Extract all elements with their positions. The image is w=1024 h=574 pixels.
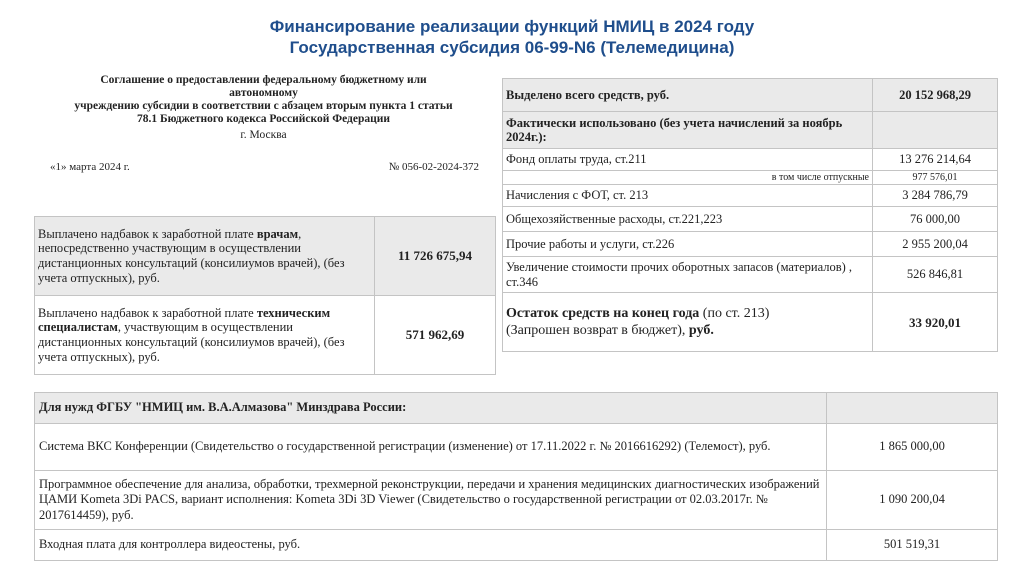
other-services-label: Прочие работы и услуги, ст.226 [503,232,873,257]
agreement-line-2: автономному [229,87,298,99]
vks-system-value: 1 865 000,00 [827,424,998,471]
table-row [503,112,998,149]
year-end-balance-value: 33 920,01 [873,293,998,352]
doctors-bonus-value: 11 726 675,94 [375,217,496,296]
doctors-bonus-label: Выплачено надбавок к заработной плате врачам, непосредственно участвующим в осуществлении дистанционных консультаций (консилиумов врачей), (без учета отпускных), руб. [35,217,375,296]
agreement-dateline [36,161,491,174]
tech-bonus-value: 571 962,69 [375,296,496,375]
table-row [503,207,998,232]
other-services-value: 2 955 200,04 [873,232,998,257]
table-row [503,149,998,171]
table-row [35,296,496,375]
general-expenses-label: Общехозяйственные расходы, ст.221,223 [503,207,873,232]
agreement-number: № 056-02-2024-372 [388,161,479,173]
title-line-2: Государственная субсидия 06-99-N6 (Телемедицина) [289,38,735,57]
tech-bonus-label: Выплачено надбавок к заработной плате техническим специалистам, участвующим в осуществлении дистанционных консультаций (консилиумов врачей), (без учета отпускных), руб. [35,296,375,375]
inventory-label: Увеличение стоимости прочих оборотных запасов (материалов) , ст.346 [503,257,873,293]
allocated-label: Выделено всего средств, руб. [503,79,873,112]
year-end-balance-label: Остаток средств на конец года (по ст. 213) (Запрошен возврат в бюджет), руб. [503,293,873,352]
table-row [503,293,998,352]
funds-usage-table [502,78,998,352]
table-row [35,424,998,471]
vacation-pay-label: в том числе отпускные [503,171,873,185]
agreement-date: «1» марта 2024 г. [50,161,130,173]
table-row [503,232,998,257]
agreement-city: г. Москва [240,129,287,141]
vks-system-label: Система ВКС Конференции (Свидетельство о государственной регистрации (изменение) от 17.11.2022 г. № 2016616292) (Телемост), руб. [35,424,827,471]
table-row [35,530,998,561]
agreement-line-3: учреждению субсидии в соответствии с абзацем вторым пункта 1 статьи [74,100,453,112]
salary-bonus-table [34,216,496,375]
table-row [503,171,998,185]
agreement-line-4: 78.1 Бюджетного кодекса Российской Федерации [136,113,390,125]
title-line-1: Финансирование реализации функций НМИЦ в 2024 году [269,17,755,36]
videowall-board-value: 501 519,31 [827,530,998,561]
table-row [503,257,998,293]
agreement-line-1: Соглашение о предоставлении федеральному бюджетному или [100,74,427,86]
allocated-value: 20 152 968,29 [873,79,998,112]
videowall-board-label: Входная плата для контроллера видеостены, руб. [35,530,827,561]
purchases-header-value [827,393,998,424]
table-row [35,217,496,296]
general-expenses-value: 76 000,00 [873,207,998,232]
pacs-software-value: 1 090 200,04 [827,471,998,530]
pacs-software-label: Программное обеспечение для анализа, обработки, трехмерной реконструкции, передачи и хранения медицинских диагностических изображений ЦАМИ Kometa 3Di PACS, вариант исполнения: Kometa 3Di 3D Viewer (Свидетельство о государственной регистрации от 02.03.2017г. № 2017614459), руб. [35,471,827,530]
purchases-table [34,392,998,561]
payroll-label: Фонд оплаты труда, ст.211 [503,149,873,171]
inventory-value: 526 846,81 [873,257,998,293]
actual-usage-label: Фактически использовано (без учета начислений за ноябрь 2024г.): [503,112,873,149]
table-row [35,471,998,530]
vacation-pay-value: 977 576,01 [873,171,998,185]
actual-usage-value [873,112,998,149]
payroll-charges-value: 3 284 786,79 [873,185,998,207]
table-row [35,393,998,424]
page-title [0,16,1024,58]
table-row [503,79,998,112]
payroll-value: 13 276 214,64 [873,149,998,171]
purchases-header: Для нужд ФГБУ "НМИЦ им. В.А.Алмазова" Минздрава России: [35,393,827,424]
agreement-header [36,74,491,174]
payroll-charges-label: Начисления с ФОТ, ст. 213 [503,185,873,207]
table-row [503,185,998,207]
